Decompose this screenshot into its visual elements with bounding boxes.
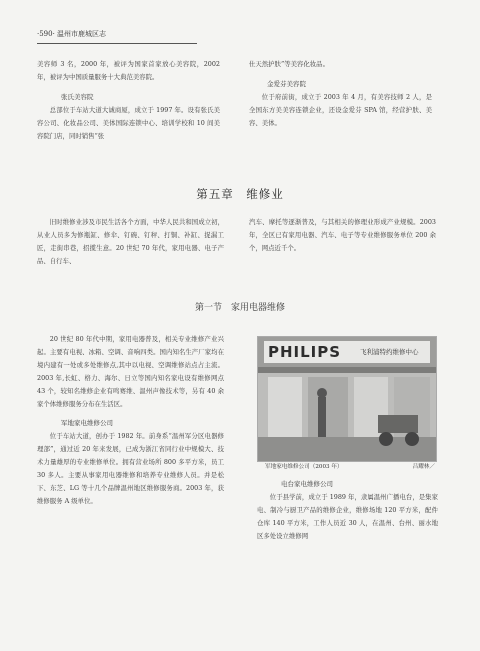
- subheading-jundi-company: 军地家电维修公司: [61, 419, 113, 427]
- sign-shop-text: 飞利浦特约维修中心: [360, 348, 419, 356]
- storefront-photo: [257, 336, 437, 462]
- bottom-left-paragraph-2: 位于车站大道，创办于 1982 年。前身系“温州军分区电器修理部”，通过近 20 年来发展，已成为浙江省同行业中规模大、技术力量雄厚的专业维修单位。拥有营业场所 800 多平方米，员工 30 多人。主要从事家用电器维修和培养专业维修人员。并是松下、东芝、LG 等十几个品牌温州地区维修服务商。2003 年，获维修服务 A 级单位。: [37, 432, 224, 505]
- top-left-paragraph-1: 美容师 3 名，2000 年，被评为国家首家放心美容院，2002 年，被评为中国质量服务十大典范美容院。: [37, 60, 220, 81]
- top-right-column: [249, 58, 432, 130]
- intro-right-column: [249, 216, 436, 255]
- running-head: ·590· 温州市鹿城区志: [37, 30, 107, 38]
- top-left-column: [37, 58, 220, 143]
- subheading-diantai-company: 电台家电维修公司: [281, 480, 333, 488]
- intro-paragraph-left: 旧时维修业涉及市民生活各个方面，中华人民共和国成立初，从业人员多为修瓶缸、修伞、钉碗、钉秤、打铜、补缸、捉漏工匠，走街串巷，招揽生意。20 世纪 70 年代，家用电器、电子产品、自行车、: [37, 218, 224, 265]
- sign-brand-text: PHILIPS: [268, 343, 342, 361]
- bottom-right-column: [257, 478, 438, 543]
- bottom-left-paragraph-1: 20 世纪 80 年代中期，家用电器普及，相关专业维修产业兴起。主要有电视、冰箱、空调、音响四类。国内知名生产厂家均在境内建有一处或多处维修点,其中以电视、空调维修站点占主流。2003 年,长虹、格力、海尔、日立等国内知名家电设有维修网点 43 个，较知名维修企业有鸣赛维、温州声像技术等，另有 40 余家个体维修服务分布在生活区。: [37, 335, 224, 408]
- subheading-zhang-salon: 张氏美容院: [61, 93, 94, 101]
- caption-title: 军地家电维修公司（2003 年）: [265, 464, 343, 470]
- intro-paragraph-right: 汽车、摩托等逐渐普及，与其相关的修理业形成产业规模。2003 年，全区已有家用电器、汽车、电子等专业维修服务单位 200 余个，网点近千个。: [249, 218, 436, 252]
- top-right-paragraph-1: 仕天然护肤”等美容化妆品。: [249, 60, 329, 68]
- section-title: 第一节 家用电器维修: [194, 303, 285, 313]
- intro-left-column: [37, 216, 224, 268]
- photo-caption: [257, 462, 435, 470]
- bottom-left-column: [37, 333, 224, 508]
- subheading-jinaifen-salon: 金爱芬美容院: [267, 80, 306, 88]
- bottom-right-paragraph: 位于县学前，成立于 1989 年，隶属温州广播电台，是集家电、制冷与厨卫产品的维修企业，维修场地 120 平方米，配件仓库 140 平方米，工作人员近 30 人，在温州、台州、丽水地区多处设立维修网: [257, 493, 438, 540]
- chapter-title: 第五章 维修业: [196, 187, 284, 201]
- caption-credit: 吕耀林／: [412, 464, 435, 470]
- top-right-paragraph-2: 位于府前街，成立于 2003 年 4 月，有美容技师 2 人，是全国东方美美容连锁企业，还设金爱芬 SPA 馆，经营护肤、美容、美体。: [249, 93, 432, 127]
- header-rule: [37, 43, 197, 44]
- top-left-paragraph-2: 总部位于车站大道大诚商厦，成立于 1997 年。设有张氏美容公司、化妆品公司、美体国际连锁中心、培训学校和 10 间美容院门店，同时销售“张: [37, 106, 220, 140]
